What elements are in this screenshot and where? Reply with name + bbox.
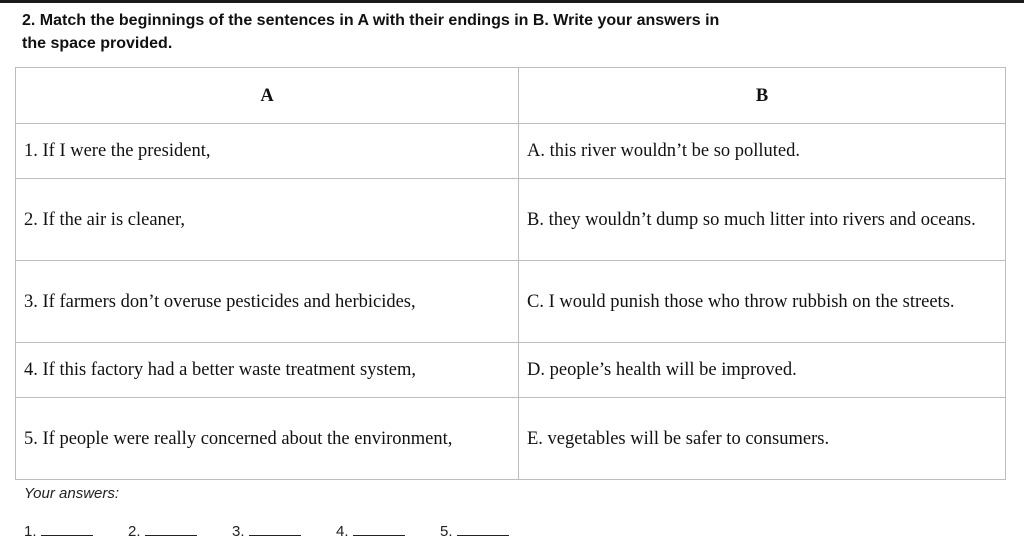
answer-number: 3. — [232, 523, 245, 540]
table-row — [16, 124, 1006, 179]
sentence-ending-d: D. people’s health will be improved. — [519, 343, 1006, 398]
answer-slot-3[interactable] — [232, 521, 301, 540]
instruction-line-2: the space provided. — [22, 35, 173, 52]
answers-heading: Your answers: — [24, 485, 120, 502]
answer-slot-4[interactable] — [336, 521, 405, 540]
sentence-ending-c: C. I would punish those who throw rubbish on the streets. — [519, 261, 1006, 343]
instruction-line-1: 2. Match the beginnings of the sentences in A with their endings in B. Write your answers in — [22, 12, 720, 29]
exercise-instruction — [22, 9, 922, 55]
sentence-beginning-1: 1. If I were the president, — [16, 124, 519, 179]
column-header-b: B — [519, 68, 1006, 124]
answer-blank[interactable] — [457, 521, 509, 536]
sentence-ending-e: E. vegetables will be safer to consumers. — [519, 398, 1006, 480]
table-header-row — [16, 68, 1006, 124]
answer-slot-1[interactable] — [24, 521, 93, 540]
answer-blank[interactable] — [145, 521, 197, 536]
sentence-ending-b: B. they wouldn’t dump so much litter into rivers and oceans. — [519, 179, 1006, 261]
answer-number: 4. — [336, 523, 349, 540]
answer-blank[interactable] — [249, 521, 301, 536]
table-row — [16, 343, 1006, 398]
matching-table — [15, 67, 1006, 480]
answer-blank[interactable] — [353, 521, 405, 536]
sentence-beginning-3: 3. If farmers don’t overuse pesticides and herbicides, — [16, 261, 519, 343]
answer-number: 2. — [128, 523, 141, 540]
table-row — [16, 261, 1006, 343]
answer-slot-5[interactable] — [440, 521, 509, 540]
sentence-beginning-4: 4. If this factory had a better waste treatment system, — [16, 343, 519, 398]
answer-slot-2[interactable] — [128, 521, 197, 540]
top-rule — [0, 0, 1024, 3]
table-row — [16, 179, 1006, 261]
answer-number: 5. — [440, 523, 453, 540]
sentence-beginning-5: 5. If people were really concerned about the environment, — [16, 398, 519, 480]
table-row — [16, 398, 1006, 480]
answer-number: 1. — [24, 523, 37, 540]
sentence-beginning-2: 2. If the air is cleaner, — [16, 179, 519, 261]
column-header-a: A — [16, 68, 519, 124]
answer-blank[interactable] — [41, 521, 93, 536]
sentence-ending-a: A. this river wouldn’t be so polluted. — [519, 124, 1006, 179]
